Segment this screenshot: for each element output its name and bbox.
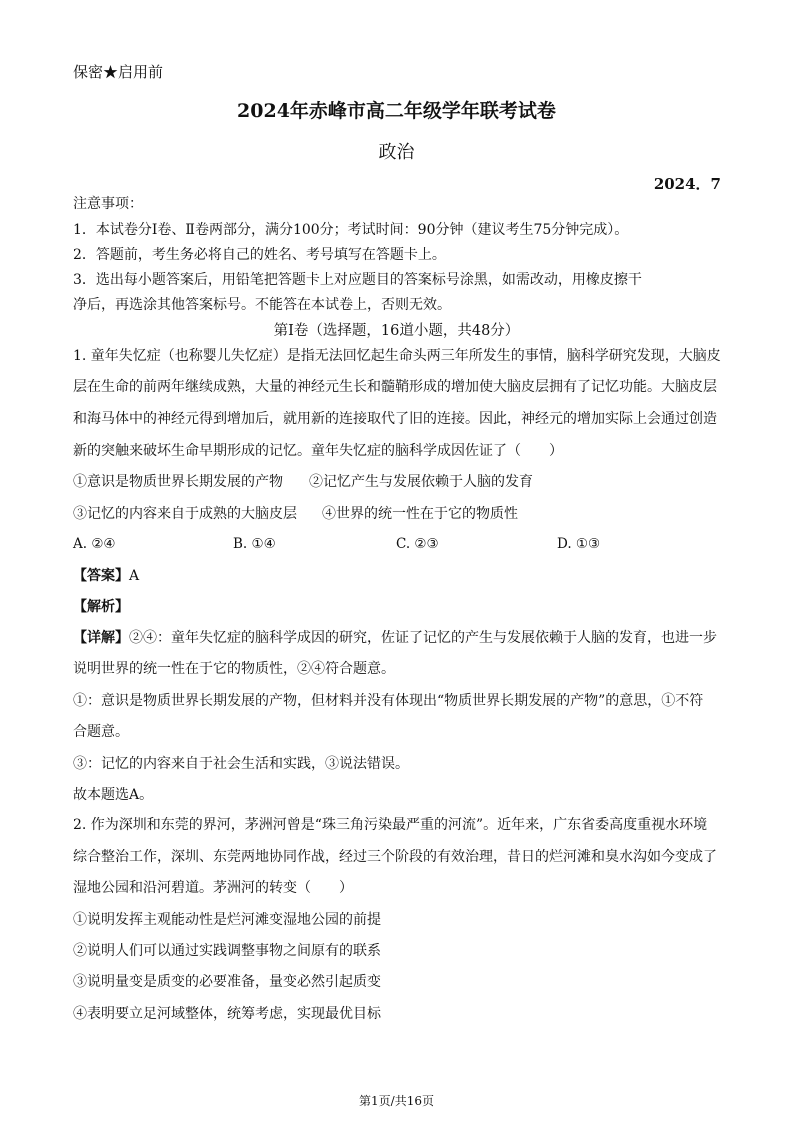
exam-date: 2024．7 bbox=[653, 175, 721, 193]
q1-option-c: C. ②③ bbox=[396, 536, 439, 552]
q2-statement-1: ①说明发挥主观能动性是烂河滩变湿地公园的前提 bbox=[73, 912, 381, 928]
q1-option-d: D. ①③ bbox=[557, 536, 601, 552]
q1-statement-1: ①意识是物质世界长期发展的产物 bbox=[73, 474, 283, 490]
q2-stem-line: 湿地公园和沿河碧道。茅洲河的转变（ ） bbox=[73, 880, 353, 896]
note-3b: 净后，再选涂其他答案标号。不能答在本试卷上，否则无效。 bbox=[73, 297, 451, 313]
q1-stem-line: 层在生命的前两年继续成熟，大量的神经元生长和髓鞘形成的增加使大脑皮层拥有了记忆功能。大脑皮层 bbox=[73, 379, 717, 395]
q2-stem-line: 综合整治工作，深圳、东莞两地协同作战，经过三个阶段的有效治理，昔日的烂河滩和臭水沟如今变成了 bbox=[73, 849, 717, 865]
q1-stem-line: 新的突触来破坏生命早期形成的记忆。童年失忆症的脑科学成因佐证了（ ） bbox=[73, 443, 563, 459]
q2-statement-2: ②说明人们可以通过实践调整事物之间原有的联系 bbox=[73, 943, 381, 959]
q1-detail-line: 说明世界的统一性在于它的物质性，②④符合题意。 bbox=[73, 661, 395, 677]
subject-title: 政治 bbox=[378, 142, 415, 163]
q1-option-b: B. ①④ bbox=[233, 536, 276, 552]
note-2: 2．答题前，考生务必将自己的姓名、考号填写在答题卡上。 bbox=[73, 247, 446, 263]
note-3a: 3．选出每小题答案后，用铅笔把答题卡上对应题目的答案标号涂黑，如需改动，用橡皮擦干 bbox=[73, 272, 642, 288]
detail-tag: 【详解】 bbox=[73, 630, 129, 646]
answer-tag: 【答案】 bbox=[73, 568, 129, 584]
q1-detail-line: ③：记忆的内容来自于社会生活和实践，③说法错误。 bbox=[73, 756, 409, 772]
note-1: 1．本试卷分Ⅰ卷、Ⅱ卷两部分，满分100分；考试时间：90分钟（建议考生75分钟完成）。 bbox=[73, 222, 629, 238]
q2-statement-3: ③说明量变是质变的必要准备，量变必然引起质变 bbox=[73, 974, 381, 990]
q1-analysis-tag: 【解析】 bbox=[73, 599, 129, 615]
q1-detail-line: 合题意。 bbox=[73, 724, 129, 740]
section-heading: 第Ⅰ卷（选择题，16道小题，共48分） bbox=[273, 323, 520, 339]
q1-detail bbox=[73, 628, 717, 648]
q2-stem-line: 2. 作为深圳和东莞的界河，茅洲河曾是“珠三角污染最严重的河流”。近年来，广东省委高度重视水环境 bbox=[73, 817, 708, 833]
detail-text: ②④：童年失忆症的脑科学成因的研究，佐证了记忆的产生与发展依赖于人脑的发育，也进一步 bbox=[129, 630, 717, 646]
q1-statement-4: ④世界的统一性在于它的物质性 bbox=[322, 506, 518, 522]
q1-detail-line: ①：意识是物质世界长期发展的产物，但材料并没有体现出“物质世界长期发展的产物”的意思，①不符 bbox=[73, 693, 704, 709]
q1-statement-2: ②记忆产生与发展依赖于人脑的发育 bbox=[309, 474, 533, 490]
q1-stem-line: 1. 童年失忆症（也称婴儿失忆症）是指无法回忆起生命头两三年所发生的事情，脑科学研究发现，大脑皮 bbox=[73, 348, 721, 364]
page-footer: 第1页/共16页 bbox=[359, 1094, 434, 1108]
q1-statement-3: ③记忆的内容来自于成熟的大脑皮层 bbox=[73, 506, 297, 522]
page-title: 2024年赤峰市高二年级学年联考试卷 bbox=[237, 100, 556, 122]
q2-statement-4: ④表明要立足河域整体，统筹考虑，实现最优目标 bbox=[73, 1006, 381, 1022]
q1-stem-line: 和海马体中的神经元得到增加后，就用新的连接取代了旧的连接。因此，神经元的增加实际上会通过创造 bbox=[73, 411, 717, 427]
q1-answer bbox=[73, 566, 139, 586]
q1-conclusion: 故本题选A。 bbox=[73, 787, 154, 803]
notes-heading: 注意事项： bbox=[73, 196, 143, 212]
secret-mark: 保密★启用前 bbox=[73, 63, 164, 81]
q1-option-a: A. ②④ bbox=[73, 536, 116, 552]
answer-value: A bbox=[129, 568, 140, 584]
